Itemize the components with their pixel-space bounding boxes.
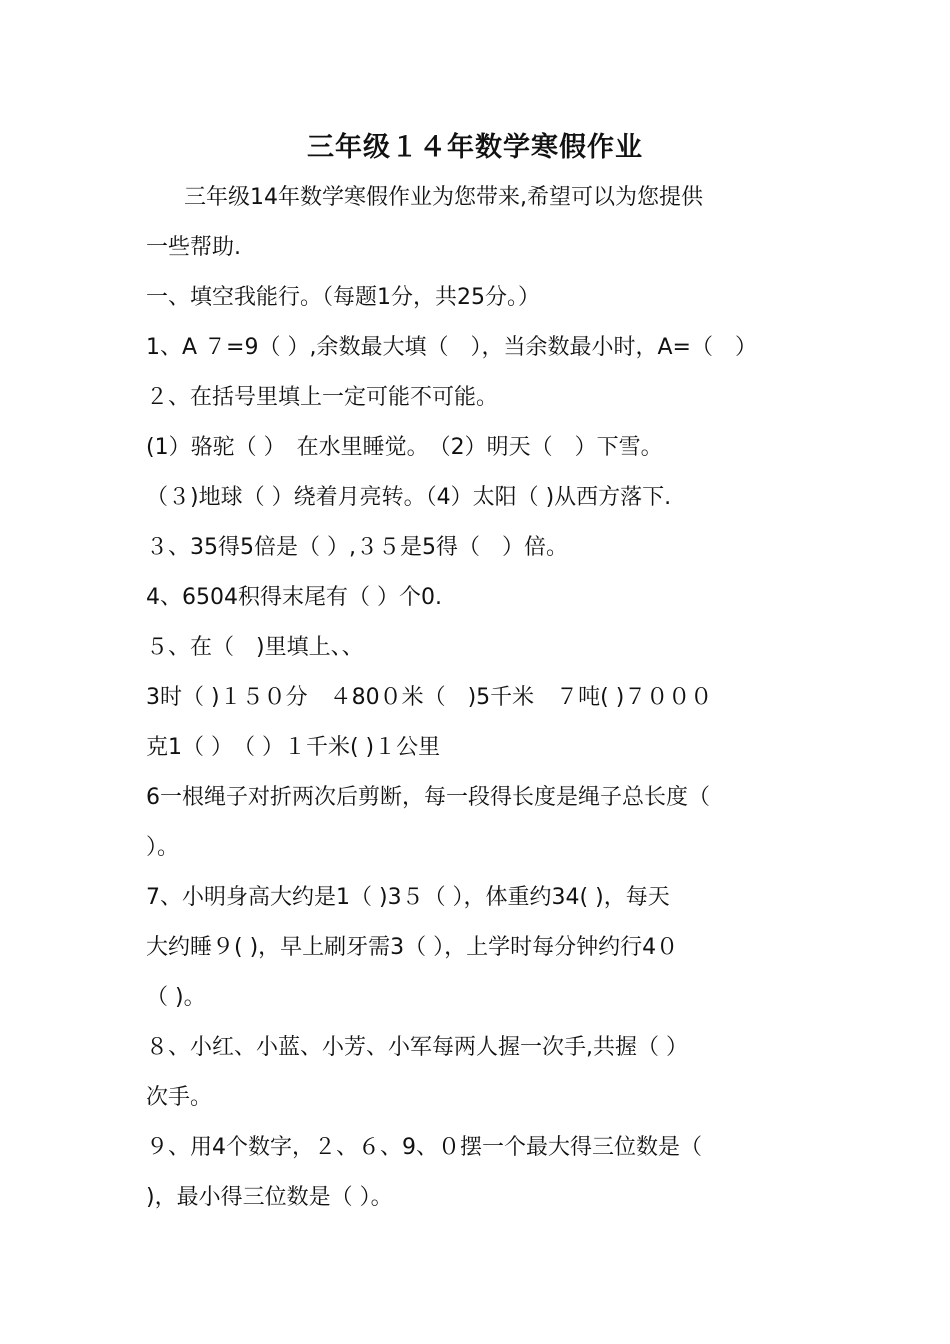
question-9-line-2: )，最小得三位数是（ ）。 bbox=[146, 1185, 393, 1210]
question-5-items-a: 3时（ )１５０分 ４80０米（ )5千米 ７吨( )７０００ bbox=[146, 685, 713, 710]
intro-line-1: 三年级14年数学寒假作业为您带来,希望可以为您提供 bbox=[184, 185, 703, 210]
intro-line-2: 一些帮助. bbox=[146, 235, 241, 260]
question-3: ３、35得5倍是（ ）,３５是5得（ ）倍。 bbox=[146, 535, 568, 560]
question-5: ５、在（ )里填上、、 bbox=[146, 635, 364, 660]
question-2: ２、在括号里填上一定可能不可能。 bbox=[146, 385, 499, 410]
document-title: 三年级１４年数学寒假作业 bbox=[307, 132, 643, 163]
question-2-items-b: （３)地球（ ）绕着月亮转。（4）太阳（ )从西方落下. bbox=[146, 485, 672, 510]
question-4: 4、6504积得末尾有（ ）个0. bbox=[146, 585, 442, 610]
question-2-items-a: (1）骆驼（ ） 在水里睡觉。 （2）明天（ ）下雪。 bbox=[146, 435, 663, 460]
question-9-line-1: ９、用4个数字，２、６、9、０摆一个最大得三位数是（ bbox=[146, 1135, 702, 1160]
question-8-line-1: ８、小红、小蓝、小芳、小军每两人握一次手,共握（ ） bbox=[146, 1035, 688, 1060]
question-8-line-2: 次手。 bbox=[146, 1085, 213, 1110]
section-heading: 一、填空我能行。（每题1分，共25分。） bbox=[146, 285, 540, 310]
question-5-items-b: 克1（ ） （ ）１千米( )１公里 bbox=[146, 735, 441, 760]
question-1: 1、A ７=9（ ）,余数最大填（ ），当余数最小时，A=（ ） bbox=[146, 335, 757, 360]
question-6-line-2: ）。 bbox=[146, 835, 180, 860]
question-7-line-3: （ )。 bbox=[146, 985, 206, 1010]
question-7-line-1: 7、小明身高大约是1（ )3５（ ），体重约34( )，每天 bbox=[146, 885, 670, 910]
question-6-line-1: 6一根绳子对折两次后剪断，每一段得长度是绳子总长度（ bbox=[146, 785, 710, 810]
question-7-line-2: 大约睡９( )，早上刷牙需3（ ），上学时每分钟约行4０ bbox=[146, 935, 679, 960]
